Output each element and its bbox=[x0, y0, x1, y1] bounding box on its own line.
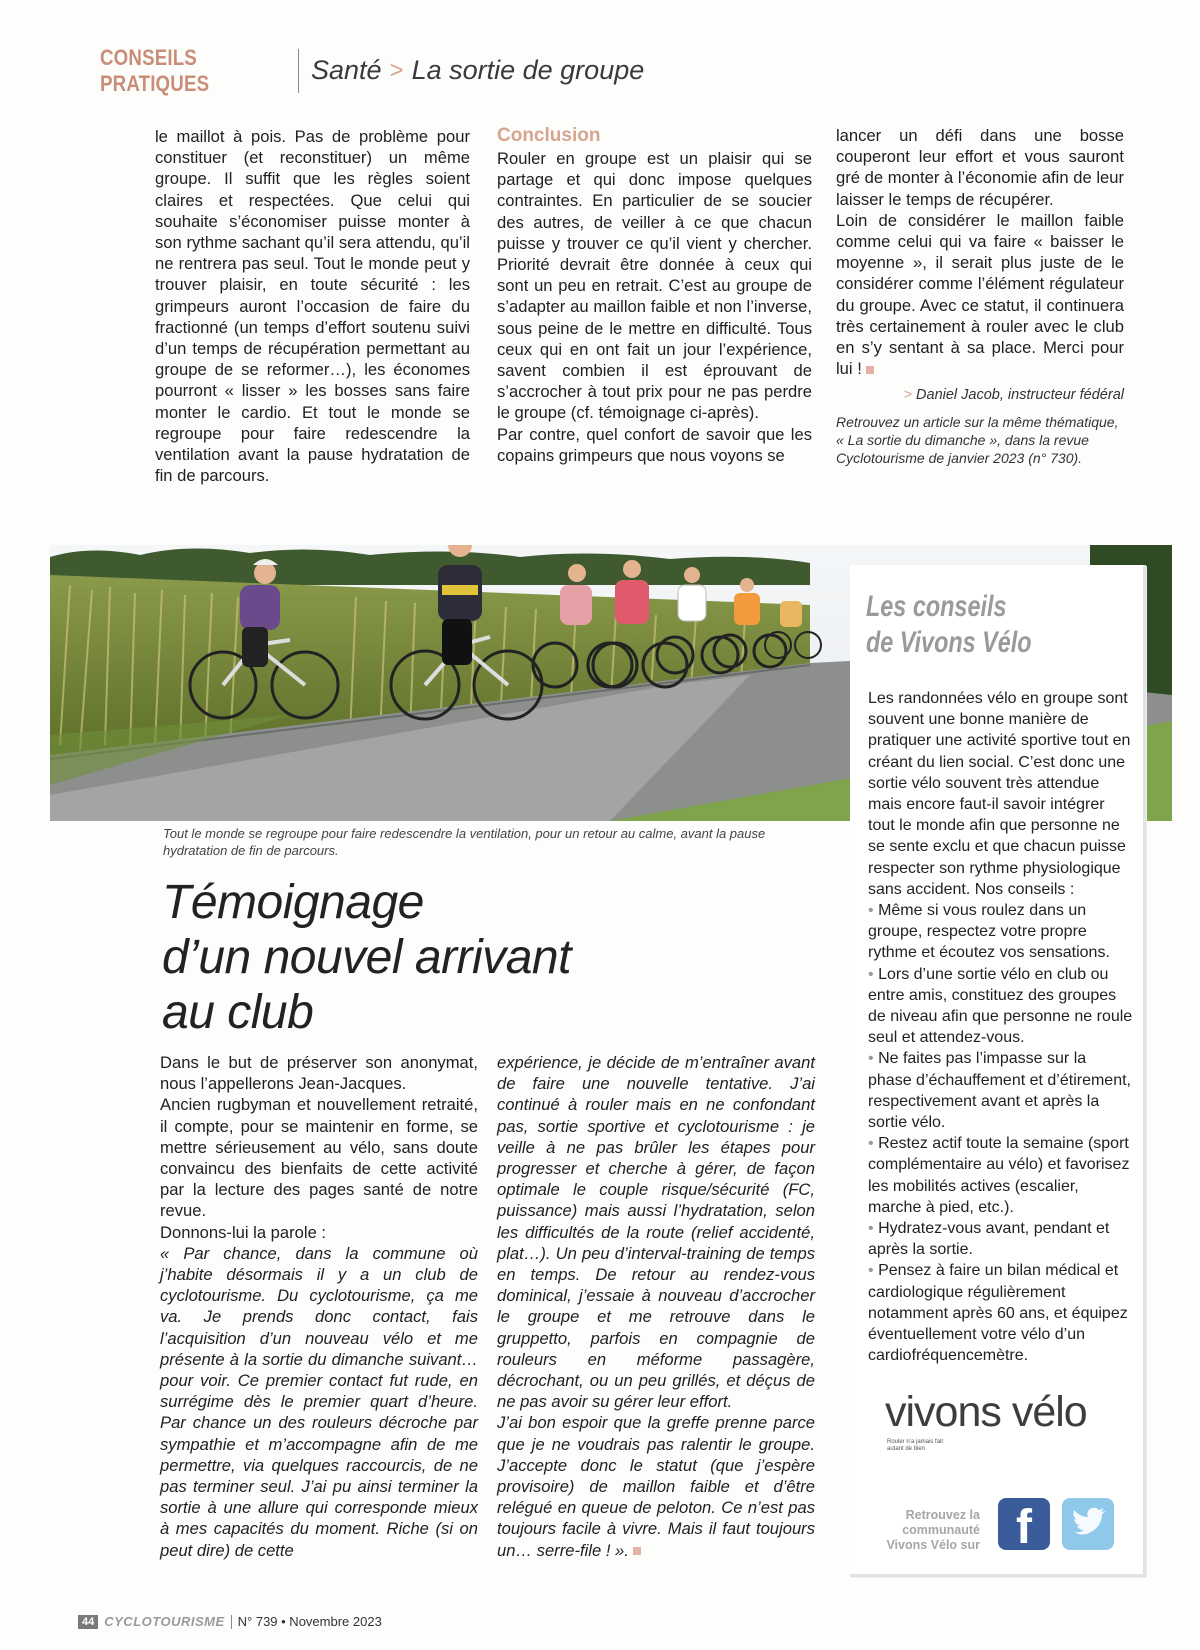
author-name: Daniel Jacob, instructeur fédéral bbox=[916, 387, 1124, 404]
twitter-icon[interactable] bbox=[1062, 1498, 1114, 1550]
article-paragraph bbox=[836, 210, 1124, 380]
testimony-paragraph: Donnons-lui la parole : bbox=[160, 1222, 327, 1242]
advice-sidebar bbox=[850, 565, 1146, 1577]
tip-item bbox=[868, 1133, 1134, 1218]
bullet-icon: • bbox=[868, 902, 874, 920]
photo-caption: Tout le monde se regroupe pour faire redescendre la ventilation, pour un retour au calme, avant la pause hydratation de fin de parcours. bbox=[163, 826, 766, 858]
testimony-quote bbox=[497, 1412, 815, 1560]
breadcrumb-category: Santé bbox=[311, 55, 382, 85]
facebook-icon[interactable]: f bbox=[998, 1498, 1050, 1550]
article-paragraph: le maillot à pois. Pas de problème pour constituer (et reconstituer) un même groupe. Il suffit que les règles soient claires et respectées. Que celui qui souhaite s’économiser puisse monter à son rythme sachant qu’il sera attendu, qu’il ne rentrera pas seul. Tout le monde peut y trouver plaisir, en toute sécurité : les grimpeurs auront l’occasion de faire du fractionné (un temps d’effort soutenu suivi d’un temps de récupération permettant au groupe de se reformer…), les économes pourront « lisser » les bosses sans faire monter le cardio. Et tout le monde se regroupe pour faire redescendre la ventilation avant la pause hydratation de fin de parcours. bbox=[155, 127, 470, 486]
bullet-icon: • bbox=[868, 965, 874, 983]
bullet-icon: • bbox=[868, 1050, 874, 1068]
tip-text: Ne faites pas l’impasse sur la phase d’échauffement et d’étirement, respectivement avant et après la sortie vélo. bbox=[868, 1050, 1131, 1132]
testimony-quote: expérience, je décide de m’entraîner avant de faire une nouvelle tentative. J’ai continué à rouler mais en ne confondant pas, sortie sportive et cyclotourisme : je veille à ne pas brûler les étapes pour progresser et cherche à gérer, de façon optimale le couple risque/sécurité (FC, puissance) mais aussi l’hydratation, selon les difficultés de la route (relief accidenté, plat…). Un peu d’interval-training de temps en temps. De retour au rendez-vous dominical, j’essaie à nouveau d’accrocher le groupe et me retrouve dans le gruppetto, parfois en compagnie de rouleurs en méforme passagère, décrochant, ou un peu grillés, et déçus de ne pas avoir su gérer leur effort. bbox=[497, 1053, 815, 1412]
vivons-velo-logo: vivons vélo bbox=[885, 1388, 1087, 1436]
tip-item bbox=[868, 1048, 1134, 1133]
testimony-column-2 bbox=[497, 1052, 815, 1561]
sidebar-intro: Les randonnées vélo en groupe sont souvent une bonne manière de pratiquer une activité sportive tout en créant du lien social. C’est donc une sortie vélo souvent très attendue mais encore faut-il savoir intégrer tout le monde afin que personne ne se sente exclu et que chacun puisse respecter son rythme physiologique sans accident. Nos conseils : bbox=[868, 690, 1131, 898]
logo-tagline: Rouler n’a jamais fait autant de bien bbox=[887, 1439, 944, 1452]
conclusion-heading: Conclusion bbox=[497, 125, 601, 146]
sidebar-title bbox=[866, 589, 1123, 661]
tip-text: Restez actif toute la semaine (sport complémentaire au vélo) et favorisez les mobilités actives (escalier, marche à pied, etc.). bbox=[868, 1135, 1130, 1216]
sidebar-title-line: de Vivons Vélo bbox=[866, 626, 1032, 659]
testimony-title-line: au club bbox=[162, 986, 314, 1039]
article-paragraph: lancer un défi dans une bosse couperont leur effort et vous sauront gré de monter à l’économie afin de leur laisser le temps de récupérer. bbox=[836, 126, 1124, 209]
testimony-paragraph: Dans le but de préserver son anonymat, nous l’appellerons Jean-Jacques. bbox=[160, 1053, 478, 1094]
tip-item bbox=[868, 1218, 1134, 1260]
tip-text: Pensez à faire un bilan médical et cardiologique régulièrement notamment après 60 ans, et équipez éventuellement votre vélo d’un cardiofréquencemètre. bbox=[868, 1262, 1128, 1365]
issue-info: N° 739 • Novembre 2023 bbox=[237, 1614, 382, 1629]
page-footer bbox=[78, 1614, 382, 1629]
author-signature bbox=[836, 385, 1124, 406]
testimony-title bbox=[162, 875, 782, 1040]
end-mark-icon bbox=[866, 366, 874, 374]
bullet-icon: • bbox=[868, 1135, 874, 1153]
testimony-quote-text: J’ai bon espoir que la greffe prenne parce que je ne voudrais pas ralentir le groupe. J’accepte donc le statut (que j’espère provisoire) de maillon faible et d’être relégué en queue de peloton. Ce n’est pas toujours facile à vivre. Mais il faut toujours un… serre-file ! ». bbox=[497, 1413, 815, 1560]
bullet-icon: • bbox=[868, 1262, 874, 1280]
footer-divider bbox=[231, 1615, 232, 1629]
reference-note: Retrouvez un article sur la même thématique, « La sortie du dimanche », dans la revue Cyclotourisme de janvier 2023 (n° 730). bbox=[836, 413, 1119, 466]
article-paragraph: Par contre, quel confort de savoir que les copains grimpeurs que nous voyons se bbox=[497, 424, 812, 465]
breadcrumb bbox=[311, 55, 644, 86]
page-number: 44 bbox=[78, 1615, 98, 1629]
testimony-column-1 bbox=[160, 1052, 478, 1561]
tip-text: Lors d’une sortie vélo en club ou entre amis, constituez des groupes de niveau afin que personne ne roule seul et attendez-vous. bbox=[868, 965, 1133, 1047]
page-header bbox=[100, 44, 645, 96]
sidebar-title-line: Les conseils bbox=[866, 590, 1007, 623]
chevron-right-icon: > bbox=[903, 387, 913, 404]
article-column-1 bbox=[155, 126, 470, 486]
tip-item bbox=[868, 900, 1134, 964]
article-column-2 bbox=[497, 125, 812, 466]
tip-text: Hydratez-vous avant, pendant et après la sortie. bbox=[868, 1220, 1110, 1259]
social-prompt: Retrouvez la communauté Vivons Vélo sur bbox=[886, 1508, 980, 1552]
section-kicker: CONSEILS PRATIQUES bbox=[100, 44, 210, 96]
chevron-right-icon: > bbox=[389, 56, 404, 84]
end-mark-icon bbox=[633, 1547, 641, 1555]
tip-item bbox=[868, 1260, 1134, 1366]
twitter-bird-icon bbox=[1062, 1498, 1114, 1550]
testimony-quote: « Par chance, dans la commune où j’habite désormais il y a un club de cyclotourisme. Du cyclotourisme, ça me va. Je prends donc contact, fais l’acquisition d’un nouveau vélo et me présente à la sortie du dimanche suivant… pour voir. Ce premier contact fut rude, en surrégime dès le premier quart d’heure. Par chance un des rouleurs décroche par sympathie et m’accompagne afin de me permettre, via quelques raccourcis, de ne pas terminer seul. J’ai pu ainsi terminer la sortie à une allure qui corresponde mieux à mes capacités du moment. Riche (si on peut dire) de cette bbox=[160, 1243, 478, 1560]
testimony-title-line: d’un nouvel arrivant bbox=[162, 931, 571, 984]
sidebar-body bbox=[868, 688, 1134, 1367]
testimony-paragraph: Ancien rugbyman et nouvellement retraité, il compte, pour se maintenir en forme, se mettre sérieusement au vélo, sans doute convaincu des bienfaits de cette activité par la lecture des pages santé de notre revue. bbox=[160, 1095, 478, 1221]
breadcrumb-topic: La sortie de groupe bbox=[411, 55, 645, 85]
article-column-3 bbox=[836, 125, 1124, 467]
article-paragraph: Rouler en groupe est un plaisir qui se partage et qui donc impose quelques contraintes. En particulier de se soucier des autres, de veiller à ce que chacun puisse y trouver ce qu’il vient y chercher. Priorité devrait être donnée à ceux qui sont un peu en retrait. C’est au groupe de s’adapter au maillon faible et non l’inverse, sous peine de le mettre en difficulté. Tous ceux qui en ont fait un jour l’expérience, savent combien il est éprouvant de s’accrocher à tout prix pour ne pas perdre le groupe (cf. témoignage ci-après). bbox=[497, 149, 812, 423]
bullet-icon: • bbox=[868, 1220, 874, 1238]
testimony-title-line: Témoignage bbox=[162, 876, 424, 929]
header-divider bbox=[298, 49, 299, 93]
magazine-name: CYCLOTOURISME bbox=[104, 1614, 225, 1629]
tip-text: Même si vous roulez dans un groupe, respectez votre propre rythme et écoutez vos sensations. bbox=[868, 902, 1110, 962]
article-paragraph-text: Loin de considérer le maillon faible comme celui qui va faire « baisser le moyenne », il serait plus juste de le considérer comme l’élément régulateur du groupe. Avec ce statut, il continuera très certainement à rouler avec le club en s’y sentant à sa place. Merci pour lui ! bbox=[836, 210, 1124, 379]
tip-item bbox=[868, 964, 1134, 1049]
